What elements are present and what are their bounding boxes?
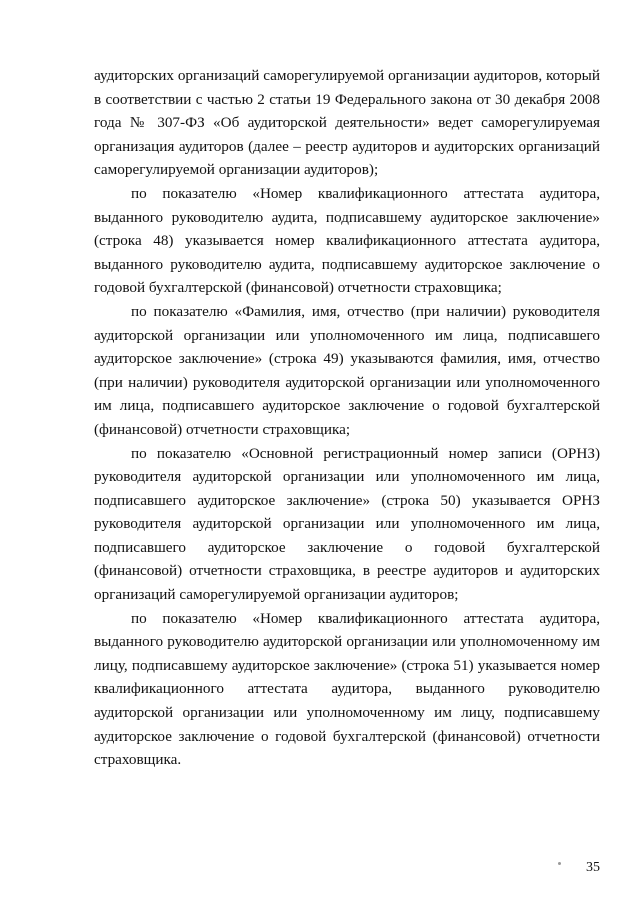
paragraph-line-50: по показателю «Основной регистрационный номер записи (ОРНЗ) руководителя аудиторской организации или уполномоченного им лица, подписавшего аудиторское заключение» (строка 50) указывается ОРНЗ руководителя аудиторской организации или уполномоченного им лица, подписавшего аудиторское заключение о годовой бухгалтерской (финансовой) отчетности страховщика, в реестре аудиторов и аудиторских организаций саморегулируемой организации аудиторов;: [94, 444, 600, 604]
scan-speck: [558, 862, 561, 865]
page-number: 35: [586, 860, 600, 875]
paragraph-line-48: по показателю «Номер квалификационного аттестата аудитора, выданного руководителю аудита, подписавшему аудиторское заключение» (строка 48) указывается номер квалификационного аттестата аудитора, выданного руководителю аудита, подписавшему аудиторское заключение о годовой бухгалтерской (финансовой) отчетности страховщика;: [94, 184, 600, 297]
paragraph-continuation: аудиторских организаций саморегулируемой организации аудиторов, который в соответствии с частью 2 статьи 19 Федерального закона от 30 декабря 2008 года № 307-ФЗ «Об аудиторской деятельности» ведет саморегулируемая организация аудиторов (далее – реестр аудиторов и аудиторских организаций саморегулируемой организации аудиторов);: [94, 67, 600, 179]
paragraph-line-51: по показателю «Номер квалификационного аттестата аудитора, выданного руководителю аудиторской организации или уполномоченному им лицу, подписавшему аудиторское заключение» (строка 51) указывается номер квалификационного аттестата аудитора, выданного руководителю аудиторской организации или уполномоченному им лицу, подписавшему аудиторское заключение о годовой бухгалтерской (финансовой) отчетности страховщика.: [94, 609, 600, 769]
document-body: [94, 64, 600, 772]
paragraph-line-49: по показателю «Фамилия, имя, отчество (при наличии) руководителя аудиторской организации или уполномоченного им лица, подписавшего аудиторское заключение» (строка 49) указываются фамилия, имя, отчество (при наличии) руководителя аудиторской организации или уполномоченного им лица, подписавшего аудиторское заключение о годовой бухгалтерской (финансовой) отчетности страховщика;: [94, 302, 600, 438]
